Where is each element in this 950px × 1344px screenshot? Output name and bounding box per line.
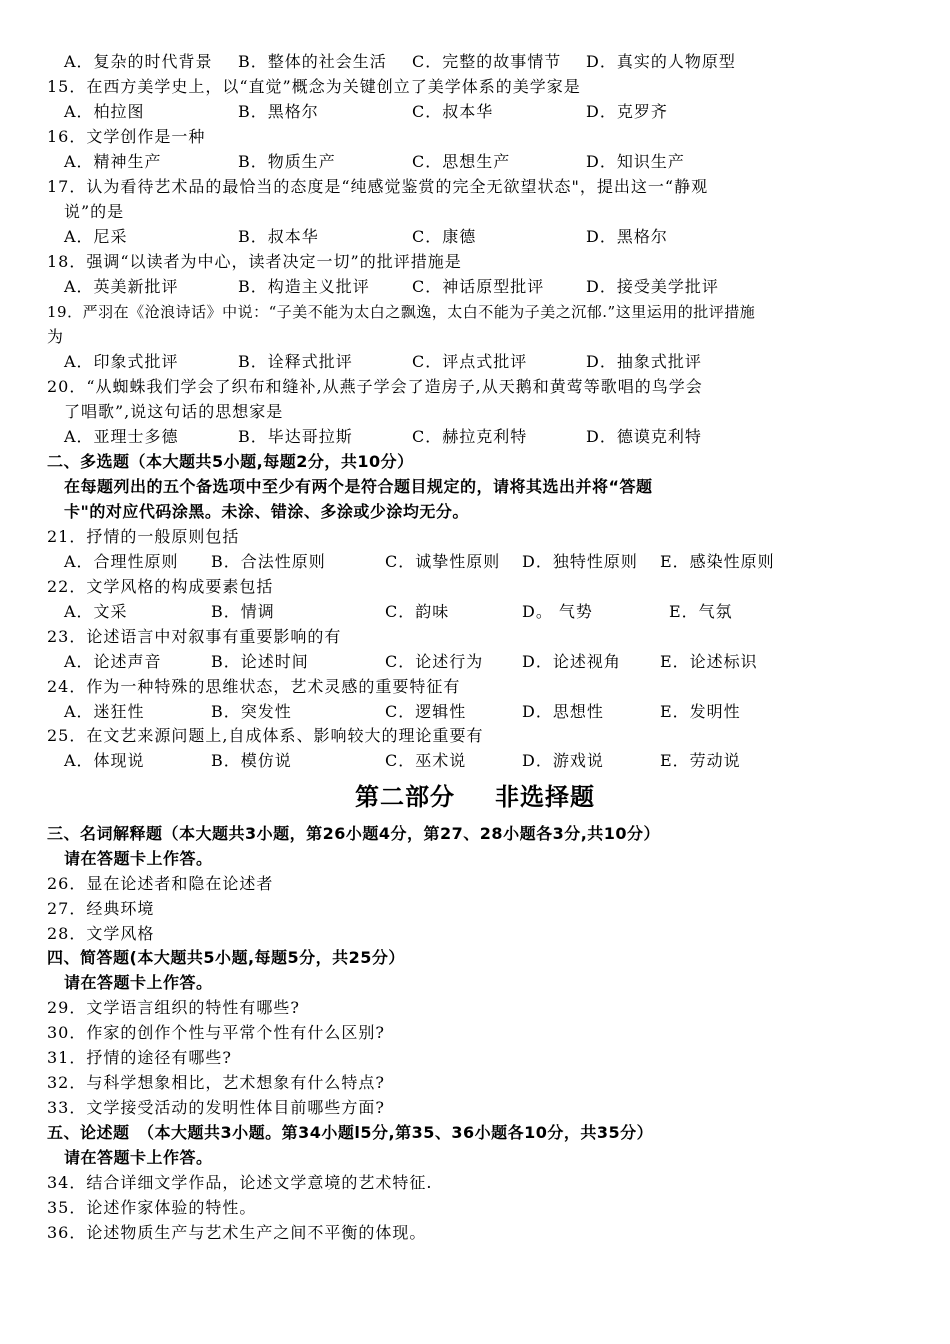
question-text: 16．文学创作是一种 [47,127,206,146]
option-d: D．黑格尔 [586,227,668,246]
option-a: A．论述声音 [64,652,162,671]
option-d: D。 气势 [522,602,593,621]
option-c: C．韵味 [385,602,450,621]
option-a: A．尼采 [64,227,128,246]
question-text: 32．与科学想象相比，艺术想象有什么特点? [47,1073,385,1092]
option-a: A．英美新批评 [64,277,179,296]
option-b: B．模仿说 [211,751,292,770]
option-e: E．论述标识 [660,652,758,671]
option-c: C．神话原型批评 [412,277,545,296]
option-e: E．气氛 [669,602,733,621]
option-a: A．合理性原则 [64,552,179,571]
question-text: 23．论述语言中对叙事有重要影响的有 [47,627,342,646]
part-two-title [0,782,950,812]
option-c: C．评点式批评 [412,352,528,371]
option-a: A．文采 [64,602,128,621]
option-b: B．黑格尔 [238,102,319,121]
instruction-text: 请在答题卡上作答。 [64,849,213,868]
option-d: D．德谟克利特 [586,427,702,446]
question-text: 35．论述作家体验的特性。 [47,1198,257,1217]
option-a: A．复杂的时代背景 [64,52,213,71]
option-b: B．整体的社会生活 [238,52,387,71]
question-text: 24．作为一种特殊的思维状态，艺术灵感的重要特征有 [47,677,461,696]
option-c: C．逻辑性 [385,702,467,721]
option-b: B．突发性 [211,702,292,721]
question-text: 36．论述物质生产与艺术生产之间不平衡的体现。 [47,1223,427,1242]
question-text: 29．文学语言组织的特性有哪些? [47,998,300,1017]
option-d: D．独特性原则 [522,552,638,571]
question-text: 27．经典环境 [47,899,155,918]
instruction-text: 请在答题卡上作答。 [64,973,213,992]
question-text: 28．文学风格 [47,924,155,943]
question-text: 了唱歌”,说这句话的思想家是 [64,402,284,421]
question-text: 33．文学接受活动的发明性体目前哪些方面? [47,1098,385,1117]
question-text: 为 [47,327,65,346]
option-b: B．构造主义批评 [238,277,370,296]
option-d: D．接受美学批评 [586,277,719,296]
option-c: C．思想生产 [412,152,511,171]
question-text: 34．结合详细文学作品，论述文学意境的艺术特征. [47,1173,433,1192]
option-a: A．印象式批评 [64,352,179,371]
section-title: 二、多选题（本大题共5小题,每题2分，共10分） [47,452,414,471]
question-text: 22．文学风格的构成要素包括 [47,577,274,596]
option-b: B．合法性原则 [211,552,326,571]
option-a: A．精神生产 [64,152,162,171]
option-d: D．论述视角 [522,652,621,671]
option-d: D．游戏说 [522,751,604,770]
option-c: C．完整的故事情节 [412,52,562,71]
option-b: B．叔本华 [238,227,319,246]
section-title: 四、简答题(本大题共5小题,每题5分，共25分） [47,948,405,967]
instruction-text: 在每题列出的五个备选项中至少有两个是符合题目规定的，请将其选出并将“答题 [64,477,653,496]
question-text: 20．“从蜘蛛我们学会了织布和缝补,从燕子学会了造房子,从天鹅和黄莺等歌唱的鸟学会 [47,377,703,396]
option-c: C．诚挚性原则 [385,552,501,571]
option-d: D．思想性 [522,702,604,721]
question-text: 17．认为看待艺术品的最恰当的态度是“纯感觉鉴赏的完全无欲望状态"，提出这一“静观 [47,177,709,196]
question-text: 说”的是 [64,202,125,221]
option-b: B．诠释式批评 [238,352,353,371]
question-text: 18．强调“以读者为中心，读者决定一切”的批评措施是 [47,252,462,271]
part-name: 非选择题 [495,783,595,811]
option-c: C．康德 [412,227,477,246]
option-b: B．论述时间 [211,652,309,671]
option-e: E．劳动说 [660,751,741,770]
instruction-text: 请在答题卡上作答。 [64,1148,213,1167]
question-text: 21．抒情的一般原则包括 [47,527,240,546]
question-text: 19．严羽在《沧浪诗话》中说：“子美不能为太白之飘逸，太白不能为子美之沉郁.”这里运用的批评措施 [47,303,756,321]
question-text: 31．抒情的途径有哪些? [47,1048,232,1067]
part-label: 第二部分 [355,783,455,811]
option-d: D．知识生产 [586,152,685,171]
option-e: E．感染性原则 [660,552,775,571]
option-a: A．亚理士多德 [64,427,179,446]
section-title: 三、名词解释题（本大题共3小题，第26小题4分，第27、28小题各3分,共10分） [47,824,661,843]
question-text: 30．作家的创作个性与平常个性有什么区别? [47,1023,385,1042]
option-c: C．叔本华 [412,102,494,121]
option-e: E．发明性 [660,702,741,721]
question-text: 26．显在论述者和隐在论述者 [47,874,274,893]
option-c: C．论述行为 [385,652,484,671]
option-c: C．赫拉克利特 [412,427,528,446]
option-d: D．克罗齐 [586,102,668,121]
instruction-text: 卡"的对应代码涂黑。未涂、错涂、多涂或少涂均无分。 [64,502,469,521]
option-d: D．抽象式批评 [586,352,702,371]
question-text: 25．在文艺来源问题上,自成体系、影响较大的理论重要有 [47,726,484,745]
option-b: B．情调 [211,602,275,621]
option-b: B．毕达哥拉斯 [238,427,353,446]
section-title: 五、论述题 （本大题共3小题。第34小题l5分,第35、36小题各10分，共35分） [47,1123,654,1142]
option-a: A．迷狂性 [64,702,145,721]
option-d: D．真实的人物原型 [586,52,736,71]
question-text: 15．在西方美学史上，以“直觉”概念为关键创立了美学体系的美学家是 [47,77,581,96]
option-b: B．物质生产 [238,152,336,171]
option-a: A．体现说 [64,751,145,770]
option-a: A．柏拉图 [64,102,145,121]
option-c: C．巫术说 [385,751,467,770]
